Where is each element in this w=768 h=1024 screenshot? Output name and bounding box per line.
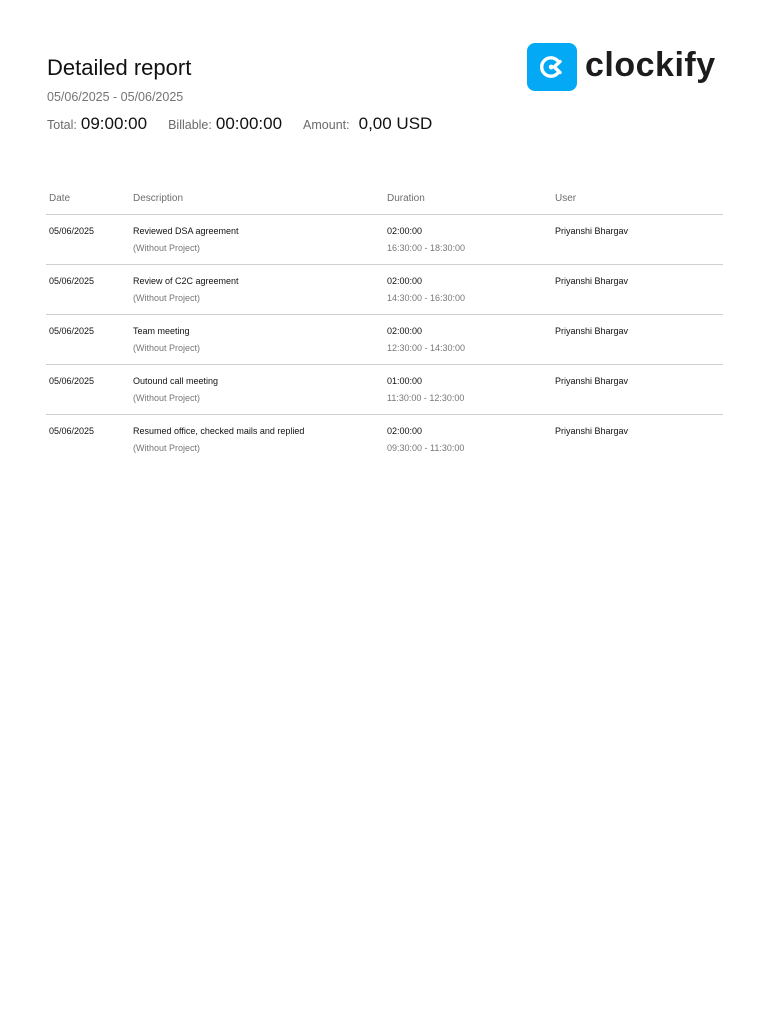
billable-label: Billable: — [168, 118, 212, 132]
row-time-range: 12:30:00 - 14:30:00 — [387, 343, 466, 353]
table-row — [46, 315, 723, 365]
row-date: 05/06/2025 — [49, 276, 95, 286]
row-duration: 02:00:00 — [387, 426, 423, 436]
report-title: Detailed report — [47, 55, 192, 80]
row-date: 05/06/2025 — [49, 426, 95, 436]
row-duration: 02:00:00 — [387, 226, 423, 236]
header-date: Date — [49, 193, 71, 204]
row-time-range: 11:30:00 - 12:30:00 — [387, 393, 465, 403]
row-description: Review of C2C agreement — [133, 276, 239, 286]
row-time-range: 16:30:00 - 18:30:00 — [387, 243, 466, 253]
amount-value: 0,00 USD — [358, 114, 433, 133]
header-description: Description — [133, 193, 184, 204]
row-date: 05/06/2025 — [49, 326, 95, 336]
row-duration: 01:00:00 — [387, 376, 423, 386]
row-user: Priyanshi Bhargav — [555, 226, 629, 236]
row-date: 05/06/2025 — [49, 376, 95, 386]
report-table — [46, 188, 723, 464]
table-row — [46, 215, 723, 265]
date-range: 05/06/2025 - 05/06/2025 — [47, 90, 184, 104]
total-label: Total: — [47, 118, 77, 132]
row-description: Outound call meeting — [133, 376, 219, 386]
row-time-range: 14:30:00 - 16:30:00 — [387, 293, 466, 303]
row-date: 05/06/2025 — [49, 226, 95, 236]
table-row — [46, 365, 723, 415]
total-value: 09:00:00 — [80, 114, 148, 133]
row-duration: 02:00:00 — [387, 326, 423, 336]
clockify-logo-icon — [527, 43, 577, 91]
row-user: Priyanshi Bhargav — [555, 426, 629, 436]
row-project: (Without Project) — [133, 343, 201, 353]
header-duration: Duration — [387, 193, 425, 204]
billable-value: 00:00:00 — [215, 114, 283, 133]
row-description: Team meeting — [133, 326, 190, 336]
row-time-range: 09:30:00 - 11:30:00 — [387, 443, 465, 453]
clockify-mark-icon — [537, 52, 567, 82]
row-project: (Without Project) — [133, 243, 201, 253]
row-project: (Without Project) — [133, 293, 201, 303]
row-user: Priyanshi Bhargav — [555, 376, 629, 386]
row-project: (Without Project) — [133, 393, 201, 403]
clockify-logo — [527, 43, 716, 91]
header-user: User — [555, 193, 577, 204]
row-description: Resumed office, checked mails and replied — [133, 426, 305, 436]
report-totals — [47, 114, 432, 136]
table-row — [46, 265, 723, 315]
clockify-logo-text: clockify — [585, 46, 716, 84]
row-description: Reviewed DSA agreement — [133, 226, 239, 236]
row-user: Priyanshi Bhargav — [555, 276, 629, 286]
row-user: Priyanshi Bhargav — [555, 326, 629, 336]
amount-label: Amount: — [303, 118, 350, 132]
table-header — [46, 188, 723, 215]
table-row — [46, 415, 723, 464]
row-project: (Without Project) — [133, 443, 201, 453]
row-duration: 02:00:00 — [387, 276, 423, 286]
